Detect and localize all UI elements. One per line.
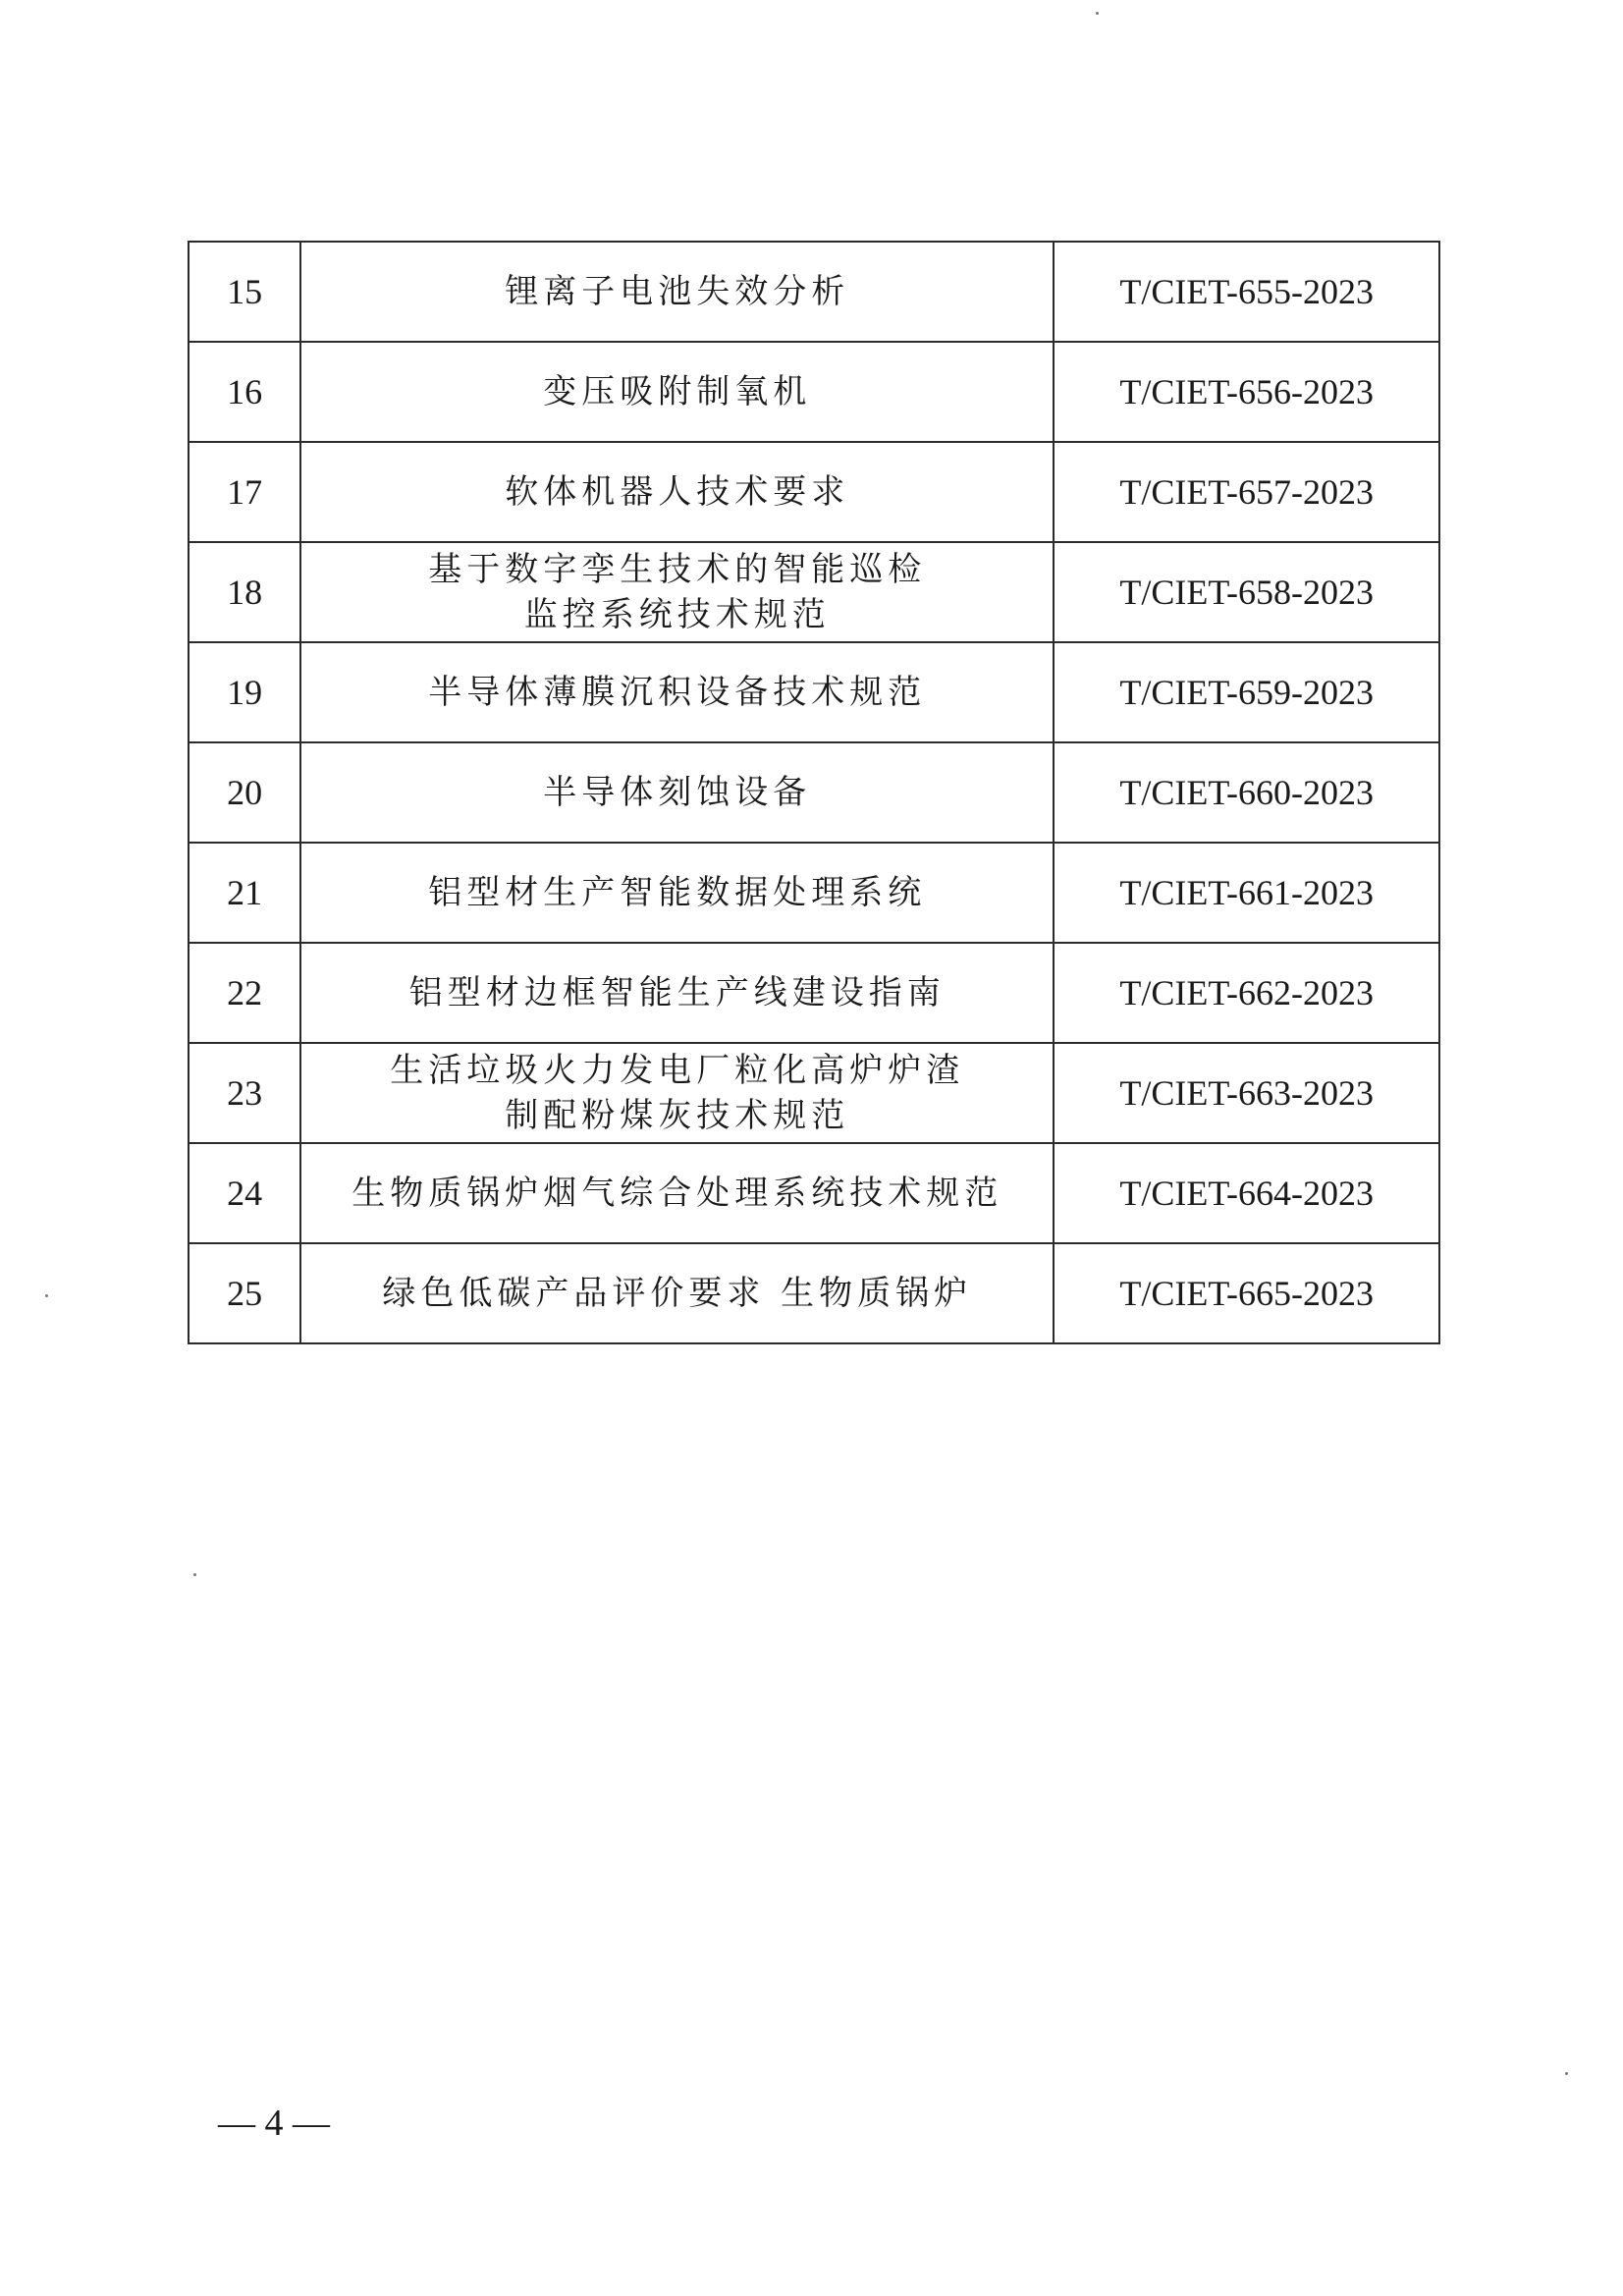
row-number-cell: 23	[189, 1043, 300, 1143]
row-number-cell: 21	[189, 843, 300, 943]
standard-name-line: 半导体薄膜沉积设备技术规范	[428, 673, 927, 712]
standard-name-line: 软体机器人技术要求	[505, 472, 850, 512]
standard-name-line: 铝型材生产智能数据处理系统	[428, 873, 927, 912]
standard-code-cell: T/CIET-658-2023	[1054, 542, 1439, 642]
table-row	[189, 843, 1439, 943]
standard-name-line: 监控系统技术规范	[523, 595, 831, 634]
standard-name-line: 生活垃圾火力发电厂粒化高炉炉渣	[390, 1051, 965, 1090]
standard-name-line: 制配粉煤灰技术规范	[505, 1096, 850, 1135]
standard-code-cell: T/CIET-655-2023	[1054, 242, 1439, 342]
standard-name-cell	[300, 442, 1054, 542]
row-number-cell: 17	[189, 442, 300, 542]
standard-code-cell: T/CIET-659-2023	[1054, 642, 1439, 742]
scan-speck	[193, 1573, 196, 1576]
row-number-cell: 25	[189, 1243, 300, 1343]
standard-name-cell	[300, 1243, 1054, 1343]
standard-name-cell	[300, 1143, 1054, 1243]
row-number-cell: 16	[189, 342, 300, 442]
standard-code-cell: T/CIET-660-2023	[1054, 742, 1439, 843]
row-number-cell: 24	[189, 1143, 300, 1243]
row-number-cell: 18	[189, 542, 300, 642]
standard-name-line: 铝型材边框智能生产线建设指南	[408, 973, 946, 1012]
standard-code-cell: T/CIET-657-2023	[1054, 442, 1439, 542]
standard-name-cell	[300, 642, 1054, 742]
standard-name-cell	[300, 943, 1054, 1043]
standard-code-cell: T/CIET-663-2023	[1054, 1043, 1439, 1143]
table-row	[189, 943, 1439, 1043]
standards-table	[188, 241, 1440, 1344]
standard-code-cell: T/CIET-656-2023	[1054, 342, 1439, 442]
table-row	[189, 442, 1439, 542]
table-row	[189, 742, 1439, 843]
scan-speck	[1096, 12, 1099, 15]
standard-name-line: 半导体刻蚀设备	[543, 773, 812, 812]
table-row	[189, 1043, 1439, 1143]
standard-code-cell: T/CIET-661-2023	[1054, 843, 1439, 943]
scan-speck	[45, 1294, 48, 1297]
table-row	[189, 642, 1439, 742]
standards-table-body	[189, 242, 1439, 1343]
standard-code-cell: T/CIET-662-2023	[1054, 943, 1439, 1043]
standard-name-line: 基于数字孪生技术的智能巡检	[428, 550, 927, 589]
table-row	[189, 342, 1439, 442]
row-number-cell: 15	[189, 242, 300, 342]
standard-name-line: 锂离子电池失效分析	[505, 272, 850, 311]
table-row	[189, 1243, 1439, 1343]
standard-name-cell	[300, 342, 1054, 442]
standard-name-cell	[300, 843, 1054, 943]
standard-name-cell	[300, 242, 1054, 342]
standard-code-cell: T/CIET-665-2023	[1054, 1243, 1439, 1343]
scan-speck	[1565, 2072, 1568, 2075]
page-number: — 4 —	[218, 2103, 330, 2144]
standard-code-cell: T/CIET-664-2023	[1054, 1143, 1439, 1243]
table-row	[189, 1143, 1439, 1243]
table-row	[189, 242, 1439, 342]
table-row	[189, 542, 1439, 642]
standard-name-cell	[300, 542, 1054, 642]
standard-name-cell	[300, 742, 1054, 843]
standard-name-cell	[300, 1043, 1054, 1143]
standard-name-line: 生物质锅炉烟气综合处理系统技术规范	[352, 1174, 1003, 1213]
standard-name-line: 变压吸附制氧机	[543, 372, 812, 411]
row-number-cell: 20	[189, 742, 300, 843]
row-number-cell: 22	[189, 943, 300, 1043]
row-number-cell: 19	[189, 642, 300, 742]
standard-name-line: 绿色低碳产品评价要求 生物质锅炉	[382, 1274, 973, 1313]
